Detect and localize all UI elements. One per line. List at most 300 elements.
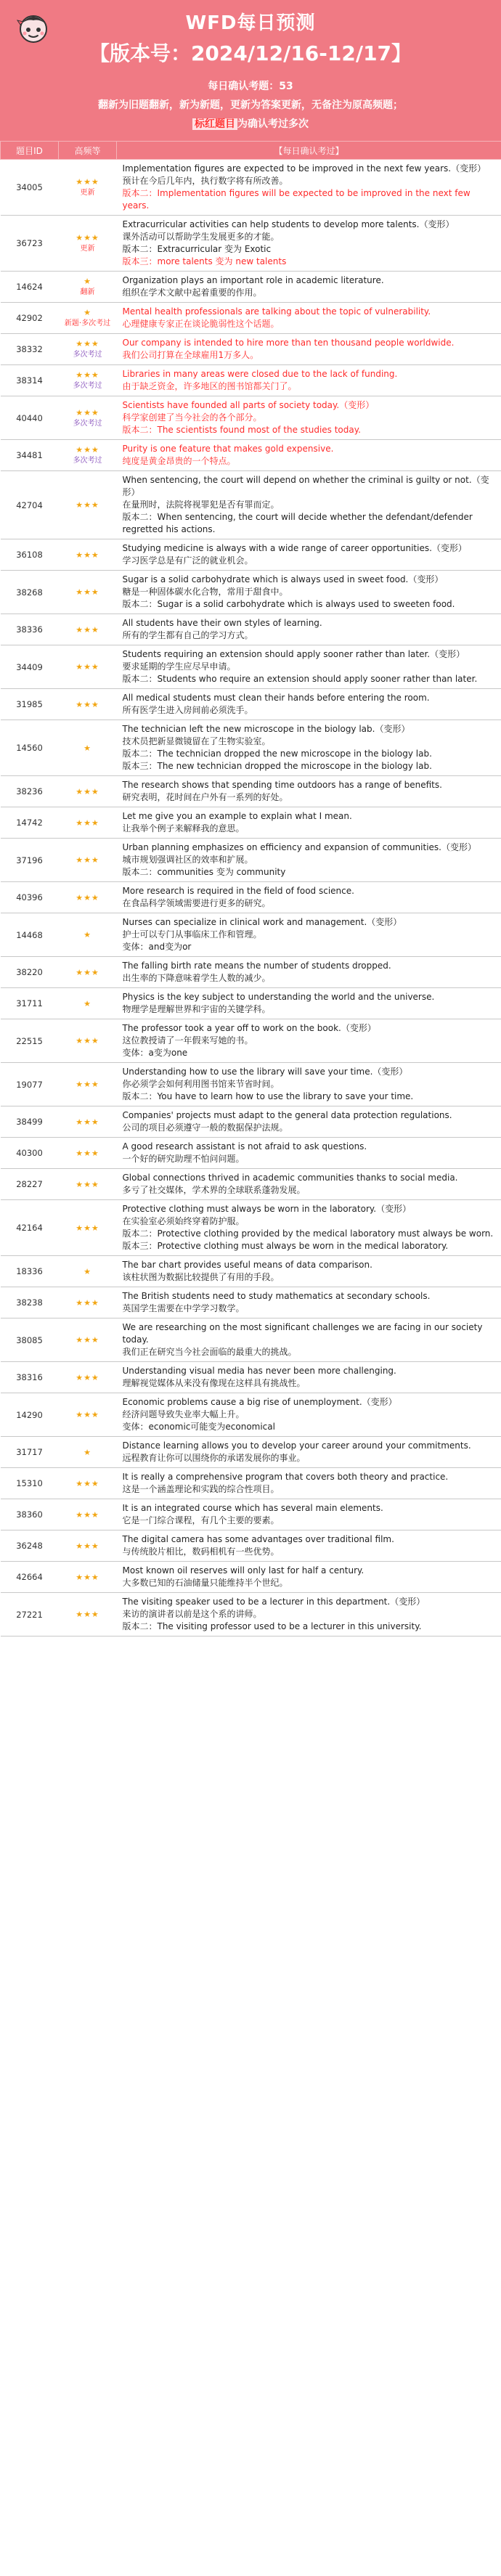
content-line: 变体：economic可能变为economical: [122, 1422, 275, 1432]
content-line: Purity is one feature that makes gold expensive.: [122, 444, 334, 454]
content-line: Nurses can specialize in clinical work and management.（变形）: [122, 917, 402, 927]
content-line: Protective clothing must always be worn in the laboratory.（变形）: [122, 1204, 412, 1214]
question-content: [117, 1200, 501, 1256]
content-line: 与传统胶片相比，数码相机有一些优势。: [122, 1546, 280, 1557]
question-id: 34481: [1, 440, 59, 471]
question-id: 40396: [1, 882, 59, 913]
page-title: WFD每日预测: [185, 12, 316, 34]
question-id: 14290: [1, 1393, 59, 1437]
frequency-stars: ★★★: [76, 1372, 99, 1382]
frequency-stars: ★★★: [76, 1335, 99, 1345]
content-line: 在量刑时，法院将视罪犯是否有罪而定。: [122, 500, 280, 510]
frequency-stars: ★★★: [76, 587, 99, 597]
content-line: 一个好的研究助理不怕问问题。: [122, 1154, 245, 1164]
content-line: 组织在学术文献中起着重要的作用。: [122, 288, 262, 298]
question-id: 27221: [1, 1593, 59, 1637]
content-line: The visiting speaker used to be a lecturer in this department.（变形）: [122, 1597, 425, 1607]
frequency-stars: ★★★: [76, 624, 99, 635]
content-line: 版本二：You have to learn how to use the library to save your time.: [122, 1091, 414, 1101]
frequency-stars: ★★★: [76, 445, 99, 455]
content-line: Understanding visual media has never been more challenging.: [122, 1366, 396, 1376]
table-row: [1, 571, 501, 614]
content-line: 城市规划强调社区的效率和扩展。: [122, 855, 253, 865]
frequency-stars: ★★★: [76, 1610, 99, 1619]
frequency-stars: ★★★: [76, 500, 99, 510]
question-id: 34409: [1, 645, 59, 689]
table-row: [1, 334, 501, 365]
content-line: 英国学生需要在中学学习数学。: [122, 1303, 245, 1313]
content-line: Economic problems cause a big rise of unemployment.（变形）: [122, 1397, 397, 1407]
frequency-stars: ★★★: [76, 1148, 99, 1158]
frequency-cell: [59, 1287, 117, 1318]
frequency-cell: [59, 396, 117, 440]
content-line: The digital camera has some advantages over traditional film.: [122, 1534, 394, 1544]
content-line: 护士可以专门从事临床工作和管理。: [122, 929, 262, 939]
content-line: 研究表明，花时间在户外有一系列的好处。: [122, 792, 288, 802]
question-id: 14560: [1, 720, 59, 776]
question-content: [117, 1063, 501, 1106]
status-tag: 更新: [80, 245, 95, 253]
question-table: [0, 141, 501, 1637]
frequency-stars: ★★★: [76, 339, 99, 349]
column-header-id: 题目ID: [1, 142, 59, 160]
question-content: [117, 272, 501, 303]
content-line: All medical students must clean their hands before entering the room.: [122, 693, 430, 703]
content-line: 我们正在研究当今社会面临的最重大的挑战。: [122, 1347, 297, 1357]
question-content: [117, 1019, 501, 1063]
frequency-cell: [59, 1393, 117, 1437]
question-content: [117, 1362, 501, 1393]
content-line: 版本二：When sentencing, the court will decide whether the defendant/defender regretted his actions.: [122, 512, 473, 534]
question-content: [117, 988, 501, 1019]
question-id: 38236: [1, 776, 59, 807]
content-line: The professor took a year off to work on the book.（变形）: [122, 1023, 376, 1033]
content-line: Most known oil reserves will only last for half a century.: [122, 1565, 364, 1576]
table-row: [1, 1138, 501, 1169]
frequency-stars: ★★★: [76, 1297, 99, 1308]
table-row: [1, 216, 501, 272]
question-content: [117, 720, 501, 776]
frequency-cell: [59, 1106, 117, 1138]
frequency-cell: [59, 1362, 117, 1393]
question-content: [117, 957, 501, 988]
frequency-cell: [59, 440, 117, 471]
content-line: Libraries in many areas were closed due to the lack of funding.: [122, 369, 398, 379]
content-line: 要求延期的学生应尽早申请。: [122, 661, 236, 672]
frequency-stars: ★★★: [76, 550, 99, 560]
question-content: [117, 539, 501, 571]
content-line: 版本二：Extracurricular 变为 Exotic: [122, 244, 272, 254]
frequency-cell: [59, 1169, 117, 1200]
content-line: Mental health professionals are talking about the topic of vulnerability.: [122, 306, 431, 317]
frequency-cell: [59, 988, 117, 1019]
question-content: [117, 1393, 501, 1437]
frequency-stars: ★★★: [76, 1410, 99, 1419]
frequency-cell: [59, 1593, 117, 1637]
question-content: [117, 471, 501, 539]
table-row: [1, 1562, 501, 1593]
table-row: [1, 988, 501, 1019]
content-line: 版本二：The scientists found most of the studies today.: [122, 425, 361, 435]
content-line: It is an integrated course which has several main elements.: [122, 1503, 383, 1513]
frequency-stars: ★: [84, 1447, 91, 1457]
frequency-stars: ★★★: [76, 699, 99, 709]
question-id: 38085: [1, 1318, 59, 1362]
content-line: 科学家创建了当今社会的各个部分。: [122, 412, 262, 423]
question-id: 36108: [1, 539, 59, 571]
frequency-stars: ★★★: [76, 967, 99, 977]
frequency-cell: [59, 1468, 117, 1499]
question-id: 28227: [1, 1169, 59, 1200]
content-line: Physics is the key subject to understanding the world and the universe.: [122, 992, 435, 1002]
table-row: [1, 1393, 501, 1437]
question-id: 42704: [1, 471, 59, 539]
content-line: 该柱状图为数据比较提供了有用的手段。: [122, 1272, 280, 1282]
question-id: 31985: [1, 689, 59, 720]
frequency-stars: ★: [84, 277, 91, 286]
question-content: [117, 160, 501, 216]
table-row: [1, 1437, 501, 1468]
question-content: [117, 1318, 501, 1362]
question-id: 42664: [1, 1562, 59, 1593]
question-content: [117, 645, 501, 689]
frequency-cell: [59, 1499, 117, 1530]
highlight-suffix: 为确认考过多次: [237, 118, 309, 130]
question-content: [117, 807, 501, 839]
table-row: [1, 1530, 501, 1562]
table-row: [1, 1318, 501, 1362]
question-content: [117, 303, 501, 334]
frequency-stars: ★★★: [76, 1572, 99, 1582]
frequency-stars: ★★★: [76, 233, 99, 242]
question-id: 42164: [1, 1200, 59, 1256]
table-row: [1, 689, 501, 720]
frequency-cell: [59, 689, 117, 720]
content-line: 在实验室必须始终穿着防护服。: [122, 1216, 245, 1226]
question-content: [117, 440, 501, 471]
confirmed-count: 每日确认考题：53: [208, 81, 293, 92]
content-line: 物理学是理解世界和宇宙的关键学科。: [122, 1004, 271, 1014]
question-content: [117, 1138, 501, 1169]
content-line: Studying medicine is always with a wide range of career opportunities.（变形）: [122, 543, 467, 553]
content-line: 心理健康专家正在谈论脆弱性这个话题。: [122, 319, 280, 329]
table-row: [1, 440, 501, 471]
question-id: 38336: [1, 614, 59, 645]
frequency-cell: [59, 1318, 117, 1362]
question-id: 15310: [1, 1468, 59, 1499]
mascot-icon: [13, 7, 54, 48]
frequency-stars: ★★★: [76, 1509, 99, 1520]
status-tag: 多次考过: [73, 351, 102, 359]
content-line: Organization plays an important role in academic literature.: [122, 275, 384, 285]
legend-highlight-line: [9, 116, 492, 131]
table-row: [1, 1019, 501, 1063]
question-content: [117, 334, 501, 365]
content-line: 这是一个涵盖理论和实践的综合性项目。: [122, 1484, 280, 1494]
frequency-stars: ★: [84, 1266, 91, 1276]
frequency-stars: ★★★: [76, 1179, 99, 1189]
table-row: [1, 1593, 501, 1637]
column-header-content: 【每日确认考过】: [117, 142, 501, 160]
frequency-stars: ★★★: [76, 1223, 99, 1233]
question-id: 42902: [1, 303, 59, 334]
table-row: [1, 839, 501, 882]
table-row: [1, 913, 501, 957]
table-row: [1, 807, 501, 839]
question-id: 34005: [1, 160, 59, 216]
frequency-cell: [59, 645, 117, 689]
content-line: 所有的学生都有自己的学习方式。: [122, 630, 253, 640]
table-row: [1, 1169, 501, 1200]
content-line: 理解视觉媒体从来没有像现在这样具有挑战性。: [122, 1378, 306, 1388]
question-content: [117, 365, 501, 396]
frequency-stars: ★: [84, 930, 91, 939]
question-id: 14468: [1, 913, 59, 957]
frequency-stars: ★: [84, 743, 91, 753]
frequency-cell: [59, 1562, 117, 1593]
frequency-stars: ★★★: [76, 1541, 99, 1551]
content-line: 大多数已知的石油储量只能维持半个世纪。: [122, 1578, 288, 1588]
question-content: [117, 1468, 501, 1499]
frequency-cell: [59, 807, 117, 839]
question-content: [117, 571, 501, 614]
frequency-stars: ★★★: [76, 892, 99, 902]
question-id: 14624: [1, 272, 59, 303]
frequency-cell: [59, 471, 117, 539]
table-row: [1, 1468, 501, 1499]
question-content: [117, 1562, 501, 1593]
table-body: [1, 160, 501, 1637]
content-line: Global connections thrived in academic communities thanks to social media.: [122, 1173, 458, 1183]
column-header-frequency: 高频等: [59, 142, 117, 160]
table-row: [1, 1200, 501, 1256]
question-content: [117, 1530, 501, 1562]
content-line: Understanding how to use the library will save your time.（变形）: [122, 1067, 408, 1077]
table-row: [1, 957, 501, 988]
question-id: 38238: [1, 1287, 59, 1318]
content-line: 公司的项目必须遵守一般的数据保护法规。: [122, 1122, 288, 1133]
question-content: [117, 614, 501, 645]
content-line: Our company is intended to hire more than ten thousand people worldwide.: [122, 338, 455, 348]
status-tag: 翻新: [80, 288, 95, 296]
table-row: [1, 396, 501, 440]
question-id: 14742: [1, 807, 59, 839]
frequency-cell: [59, 160, 117, 216]
question-content: [117, 839, 501, 882]
frequency-cell: [59, 614, 117, 645]
question-id: 37196: [1, 839, 59, 882]
question-id: 38220: [1, 957, 59, 988]
table-row: [1, 1256, 501, 1287]
content-line: 糖是一种固体碳水化合物，常用于甜食中。: [122, 587, 288, 597]
content-line: Let me give you an example to explain what I mean.: [122, 811, 352, 821]
content-line: 版本三：Protective clothing must always be worn in the medical laboratory.: [122, 1241, 449, 1251]
frequency-cell: [59, 571, 117, 614]
table-row: [1, 365, 501, 396]
content-line: A good research assistant is not afraid to ask questions.: [122, 1141, 367, 1152]
frequency-stars: ★★★: [76, 1117, 99, 1127]
question-id: 40440: [1, 396, 59, 440]
frequency-stars: ★: [84, 308, 91, 317]
content-line: Extracurricular activities can help students to develop more talents.（变形）: [122, 219, 455, 229]
frequency-stars: ★★★: [76, 818, 99, 828]
table-row: [1, 471, 501, 539]
question-content: [117, 882, 501, 913]
content-line: Distance learning allows you to develop your career around your commitments.: [122, 1440, 471, 1451]
frequency-stars: ★★★: [76, 855, 99, 865]
header-banner: [0, 0, 501, 141]
status-tag: 更新: [80, 189, 95, 197]
content-line: When sentencing, the court will depend on whether the criminal is guilty or not.（变形）: [122, 475, 489, 497]
frequency-stars: ★★★: [76, 177, 99, 187]
frequency-stars: ★: [84, 998, 91, 1008]
question-id: 22515: [1, 1019, 59, 1063]
frequency-cell: [59, 1063, 117, 1106]
question-id: 38316: [1, 1362, 59, 1393]
question-content: [117, 776, 501, 807]
table-row: [1, 776, 501, 807]
question-content: [117, 1593, 501, 1637]
frequency-cell: [59, 720, 117, 776]
content-line: Implementation figures are expected to be improved in the next few years.（变形）: [122, 163, 486, 174]
legend-description: 翻新为旧题翻新，新为新题，更新为答案更新，无备注为原高频题；: [98, 99, 403, 111]
frequency-cell: [59, 1256, 117, 1287]
frequency-cell: [59, 272, 117, 303]
table-row: [1, 882, 501, 913]
version-label: 【版本号：2024/12/16-12/17】: [89, 41, 412, 65]
table-row: [1, 539, 501, 571]
content-line: Scientists have founded all parts of society today.（变形）: [122, 400, 375, 410]
table-row: [1, 720, 501, 776]
table-row: [1, 1063, 501, 1106]
frequency-cell: [59, 1530, 117, 1562]
question-content: [117, 1437, 501, 1468]
content-line: Urban planning emphasizes on efficiency and expansion of communities.（变形）: [122, 842, 476, 852]
content-line: 版本二：Implementation figures will be expected to be improved in the next few years.: [122, 188, 471, 211]
content-line: 版本二：Sugar is a solid carbohydrate which is always used to sweeten food.: [122, 599, 455, 609]
frequency-cell: [59, 539, 117, 571]
content-line: 你必须学会如何利用图书馆来节省时间。: [122, 1079, 280, 1089]
table-row: [1, 645, 501, 689]
table-row: [1, 303, 501, 334]
content-line: 课外活动可以帮助学生发展更多的才能。: [122, 232, 280, 242]
content-line: 预计在今后几年内，执行数字将有所改善。: [122, 176, 288, 186]
frequency-cell: [59, 913, 117, 957]
question-id: 31711: [1, 988, 59, 1019]
content-line: We are researching on the most significant challenges we are facing in our society today.: [122, 1322, 483, 1345]
content-line: The technician left the new microscope in the biology lab.（变形）: [122, 724, 410, 734]
content-line: 让我举个例子来解释我的意思。: [122, 823, 245, 833]
content-line: 来访的演讲者以前是这个系的讲师。: [122, 1609, 262, 1619]
frequency-stars: ★★★: [76, 662, 99, 672]
question-id: 38360: [1, 1499, 59, 1530]
table-row: [1, 1106, 501, 1138]
table-row: [1, 1362, 501, 1393]
question-content: [117, 216, 501, 272]
frequency-cell: [59, 303, 117, 334]
content-line: It is really a comprehensive program that covers both theory and practice.: [122, 1472, 449, 1482]
question-content: [117, 913, 501, 957]
table-row: [1, 160, 501, 216]
frequency-cell: [59, 365, 117, 396]
frequency-stars: ★★★: [76, 407, 99, 417]
content-line: 变体：a变为one: [122, 1048, 188, 1058]
content-line: The falling birth rate means the number of students dropped.: [122, 961, 391, 971]
frequency-stars: ★★★: [76, 1080, 99, 1089]
question-id: 40300: [1, 1138, 59, 1169]
frequency-cell: [59, 1019, 117, 1063]
content-line: 多亏了社交媒体，学术界的全球联系蓬勃发展。: [122, 1185, 306, 1195]
content-line: 学习医学总是有广泛的就业机会。: [122, 555, 253, 566]
highlight-term: 标红题目: [192, 118, 237, 130]
frequency-cell: [59, 957, 117, 988]
question-id: 19077: [1, 1063, 59, 1106]
content-line: 我们公司打算在全球雇用1万多人。: [122, 350, 259, 360]
question-content: [117, 396, 501, 440]
content-line: 所有医学生进入房间前必须洗手。: [122, 705, 253, 715]
content-line: The bar chart provides useful means of data comparison.: [122, 1260, 372, 1270]
content-line: 它是一门综合课程，有几个主要的要素。: [122, 1515, 280, 1525]
status-tag: 多次考过: [73, 457, 102, 465]
question-id: 38499: [1, 1106, 59, 1138]
content-line: 版本二：Students who require an extension should apply sooner rather than later.: [122, 674, 478, 684]
content-line: 变体：and变为or: [122, 942, 192, 952]
table-row: [1, 272, 501, 303]
question-content: [117, 689, 501, 720]
content-line: Sugar is a solid carbohydrate which is always used in sweet food.（变形）: [122, 574, 444, 584]
question-id: 38314: [1, 365, 59, 396]
content-line: 出生率的下降意味着学生人数的减少。: [122, 973, 271, 983]
content-line: 版本二：The visiting professor used to be a lecturer in this university.: [122, 1621, 422, 1631]
content-line: Companies' projects must adapt to the general data protection regulations.: [122, 1110, 452, 1120]
question-id: 31717: [1, 1437, 59, 1468]
question-id: 36248: [1, 1530, 59, 1562]
content-line: All students have their own styles of learning.: [122, 618, 322, 628]
content-line: 版本二：communities 变为 community: [122, 867, 286, 877]
content-line: 远程教育让你可以围绕你的承诺发展你的事业。: [122, 1453, 306, 1463]
content-line: More research is required in the field of food science.: [122, 886, 354, 896]
content-line: 纯度是黄金昂贵的一个特点。: [122, 456, 236, 466]
content-line: Students requiring an extension should apply sooner rather than later.（变形）: [122, 649, 465, 659]
question-content: [117, 1287, 501, 1318]
frequency-cell: [59, 839, 117, 882]
question-id: 38268: [1, 571, 59, 614]
content-line: 技术员把新显微镜留在了生物实验室。: [122, 736, 271, 746]
content-line: 在食品科学领域需要进行更多的研究。: [122, 898, 271, 908]
content-line: The British students need to study mathematics at secondary schools.: [122, 1291, 431, 1301]
question-content: [117, 1256, 501, 1287]
status-tag: 新题·多次考过: [64, 319, 111, 327]
frequency-cell: [59, 1200, 117, 1256]
frequency-cell: [59, 1437, 117, 1468]
question-content: [117, 1106, 501, 1138]
frequency-stars: ★★★: [76, 1036, 99, 1046]
table-row: [1, 614, 501, 645]
question-content: [117, 1499, 501, 1530]
question-id: 18336: [1, 1256, 59, 1287]
content-line: 版本三：The new technician dropped the microscope in the biology lab.: [122, 761, 432, 771]
content-line: 版本二：Protective clothing provided by the medical laboratory must always be worn.: [122, 1228, 494, 1239]
frequency-cell: [59, 1138, 117, 1169]
status-tag: 多次考过: [73, 382, 102, 390]
content-line: 版本二：The technician dropped the new microscope in the biology lab.: [122, 749, 432, 759]
question-id: 36723: [1, 216, 59, 272]
frequency-stars: ★★★: [76, 370, 99, 380]
frequency-cell: [59, 216, 117, 272]
frequency-cell: [59, 776, 117, 807]
frequency-stars: ★★★: [76, 786, 99, 796]
frequency-cell: [59, 334, 117, 365]
